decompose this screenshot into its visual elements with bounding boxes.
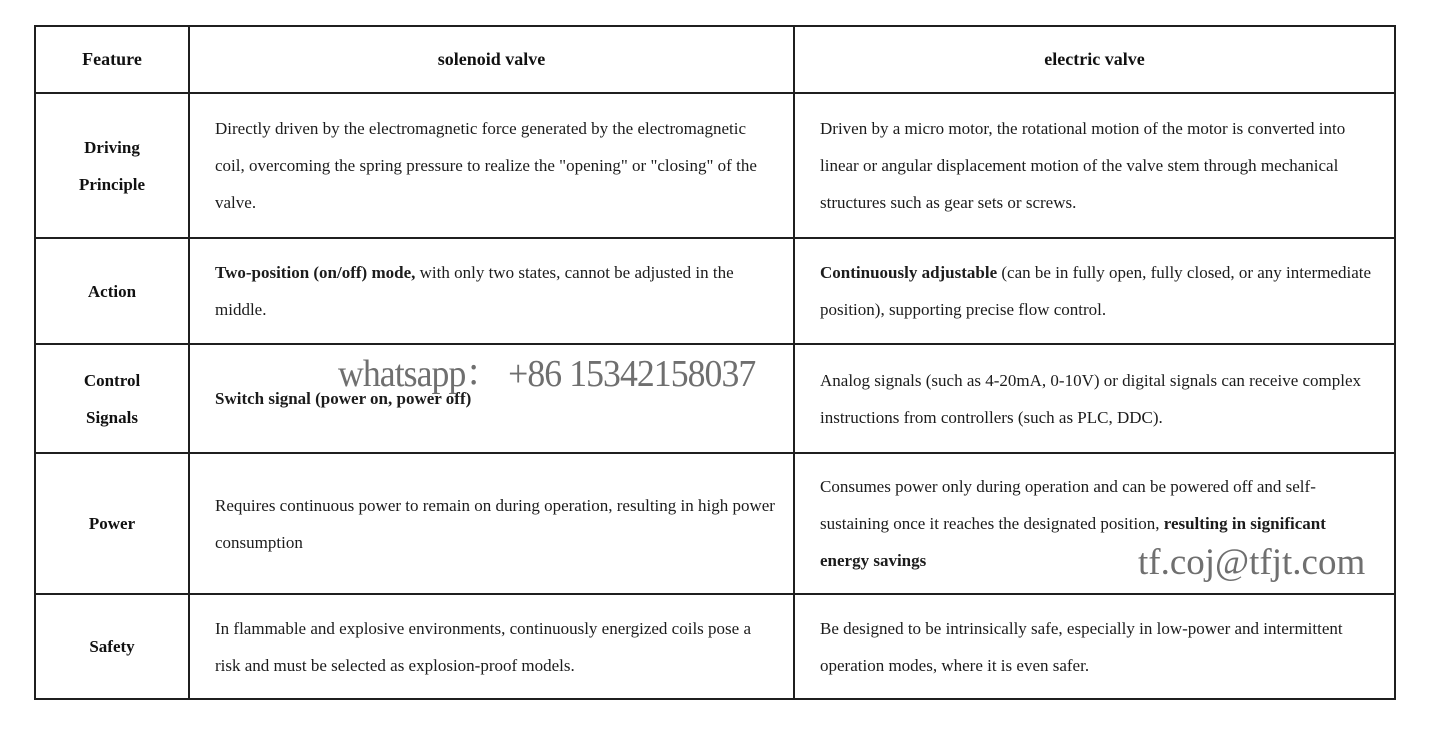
electric-cell-safety	[794, 594, 1395, 699]
feature-label-action	[35, 238, 189, 344]
feature-text: Safety	[89, 637, 135, 656]
table-row-power	[35, 453, 1395, 594]
solenoid-cell-power	[189, 453, 794, 594]
cell-text: Requires continuous power to remain on during operation, resulting in high power consumption	[215, 495, 775, 552]
table-row-control-signals	[35, 344, 1395, 453]
cell-text: Be designed to be intrinsically safe, especially in low-power and intermittent operation modes, where it is even safer.	[820, 618, 1343, 675]
table-row-driving-principle	[35, 93, 1395, 238]
solenoid-cell-control-signals	[189, 344, 794, 453]
whatsapp-watermark: whatsapp： +86 15342158037	[338, 353, 756, 395]
electric-cell-power	[794, 453, 1395, 594]
cell-text: Directly driven by the electromagnetic force generated by the electromagnetic coil, overcoming the spring pressure to realize the "opening" or "closing" of the valve.	[215, 119, 757, 212]
table-row-action	[35, 238, 1395, 344]
header-feature: Feature	[35, 26, 189, 93]
header-solenoid-valve: solenoid valve	[189, 26, 794, 93]
solenoid-cell-action	[189, 238, 794, 344]
header-row	[35, 26, 1395, 93]
feature-text: Control Signals	[83, 370, 141, 427]
solenoid-cell-safety	[189, 594, 794, 699]
feature-label-control-signals	[35, 344, 189, 453]
cell-text: Consumes power only during operation and can be powered off and self-sustaining once it reaches the designated position,	[820, 477, 1316, 533]
feature-label-safety	[35, 594, 189, 699]
feature-text: Driving Principle	[78, 137, 146, 194]
feature-text: Power	[88, 514, 136, 533]
cell-text-bold: resulting in significant energy savings	[820, 514, 1326, 570]
cell-text: In flammable and explosive environments, continuously energized coils pose a risk and must be selected as explosion-proof models.	[215, 618, 751, 675]
solenoid-cell-driving-principle	[189, 93, 794, 238]
feature-label-power	[35, 453, 189, 594]
feature-label-driving-principle	[35, 93, 189, 238]
cell-text-bold: Switch signal (power on, power off)	[215, 389, 472, 408]
cell-text-bold: Continuously adjustable	[820, 263, 998, 282]
cell-text: Driven by a micro motor, the rotational motion of the motor is converted into linear or angular displacement motion of the valve stem through mechanical structures such as gear sets or screws.	[820, 119, 1346, 212]
email-watermark: tf.coj@tfjt.com	[1138, 542, 1366, 583]
feature-text: Action	[87, 281, 137, 301]
cell-text: with only two states, cannot be adjusted in the middle.	[215, 263, 734, 319]
electric-cell-action	[794, 238, 1395, 344]
header-electric-valve: electric valve	[794, 26, 1395, 93]
table-row-safety	[35, 594, 1395, 699]
cell-text-bold: Two-position (on/off) mode,	[215, 263, 416, 282]
electric-cell-control-signals	[794, 344, 1395, 453]
valve-comparison-table	[34, 25, 1396, 700]
cell-text: (can be in fully open, fully closed, or any intermediate position), supporting precise flow control.	[820, 263, 1372, 319]
cell-text: Analog signals (such as 4-20mA, 0-10V) or digital signals can receive complex instructions from controllers (such as PLC, DDC).	[820, 370, 1362, 427]
electric-cell-driving-principle	[794, 93, 1395, 238]
